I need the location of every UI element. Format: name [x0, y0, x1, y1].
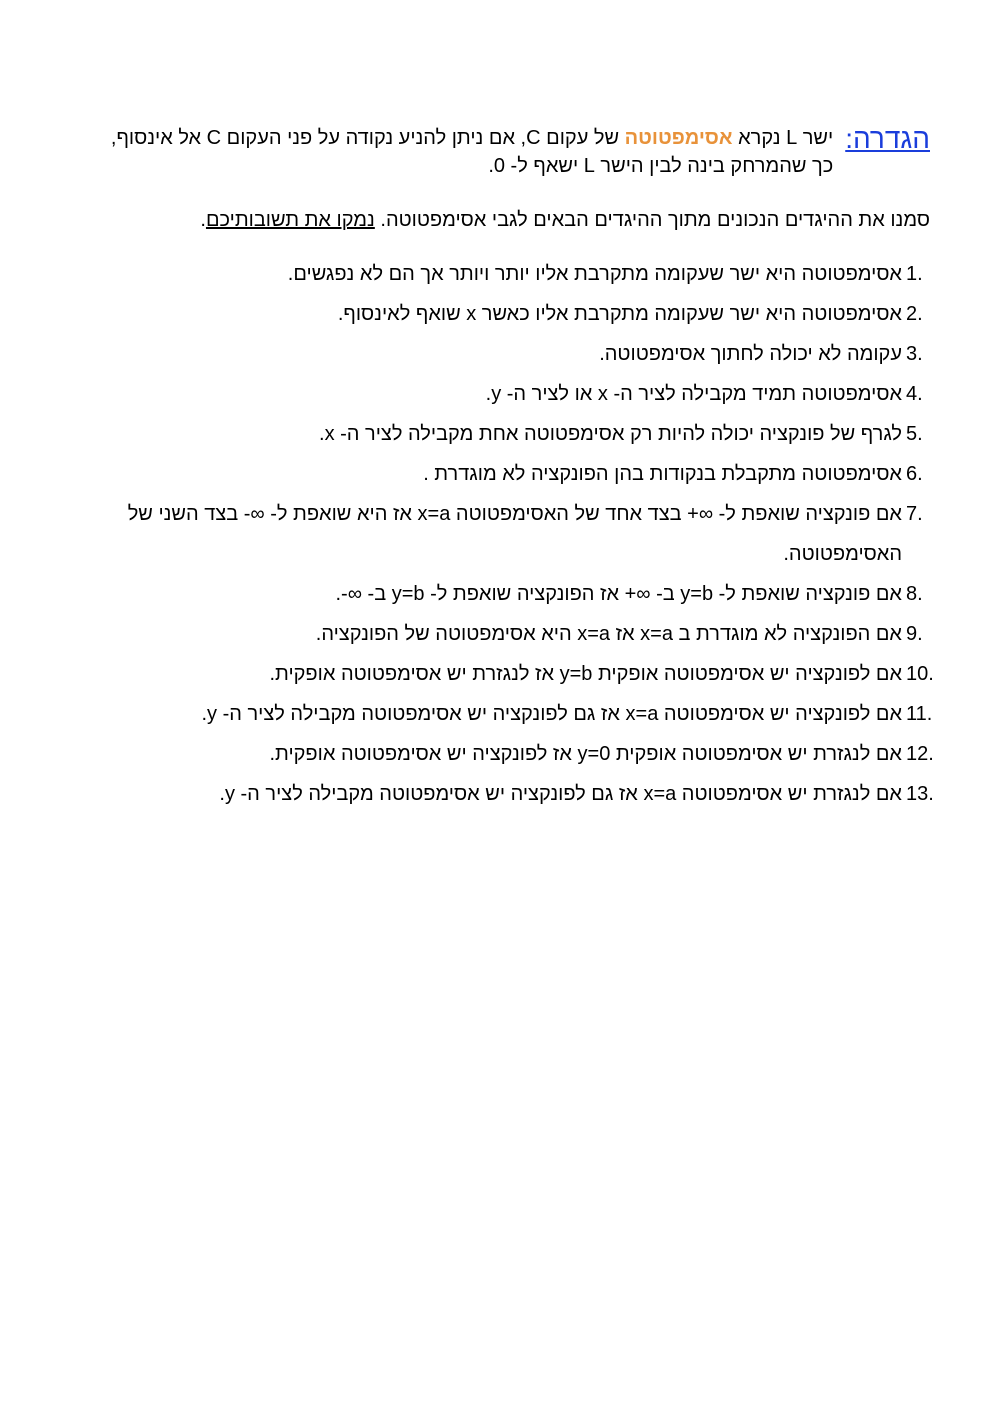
item-text: אם פונקציה שואפת ל- y=b ב- ∞+ אז הפונקציה שואפת ל- y=b ב- ∞-.	[335, 583, 902, 605]
list-item	[90, 334, 923, 374]
item-number: 1.	[906, 263, 923, 285]
list-item	[90, 614, 923, 654]
instruction-text	[88, 206, 930, 234]
item-text: עקומה לא יכולה לחתוך אסימפטוטה.	[599, 343, 902, 365]
definition-highlight: אסימפטוטה	[624, 127, 733, 149]
statement-list	[90, 254, 934, 814]
instruction-underlined: נמקו את תשובותיכם	[205, 209, 375, 231]
item-text: אסימפטוטה היא ישר שעקומה מתקרבת אליו כאשר x שואף לאינסוף.	[337, 303, 902, 325]
item-number: 13.	[906, 783, 934, 805]
list-item	[90, 454, 923, 494]
item-number: 6.	[906, 463, 923, 485]
item-text: אם לנגזרת יש אסימפטוטה אופקית y=0 אז לפונקציה יש אסימפטוטה אופקית.	[269, 743, 902, 765]
list-item	[90, 734, 934, 774]
item-text: אם פונקציה שואפת ל- ∞+ בצד אחד של האסימפטוטה x=a אז היא שואפת ל- ∞- בצד השני של האסימפטוטה.	[127, 503, 902, 565]
item-text: אסימפטוטה תמיד מקבילה לציר ה- x או לציר ה- y.	[485, 383, 902, 405]
definition-text-before: ישר L נקרא	[732, 127, 834, 149]
item-text: אסימפטוטה מתקבלת בנקודות בהן הפונקציה לא מוגדרת .	[423, 463, 902, 485]
item-number: 7.	[906, 503, 923, 525]
list-item	[90, 414, 923, 454]
definition-text-after: של עקום C, אם ניתן להניע נקודה על פני העקום C אל אינסוף, כך שהמרחק בינה לבין הישר L ישאף ל- 0.	[110, 127, 834, 177]
item-text: לגרף של פונקציה יכולה להיות רק אסימפטוטה אחת מקבילה לציר ה- x.	[319, 423, 902, 445]
item-number: 8.	[906, 583, 923, 605]
item-number: 4.	[906, 383, 923, 405]
list-item	[90, 494, 923, 574]
list-item	[90, 774, 934, 814]
item-number: 9.	[906, 623, 923, 645]
item-text: אם לנגזרת יש אסימפטוטה x=a אז גם לפונקציה יש אסימפטוטה מקבילה לציר ה- y.	[219, 783, 902, 805]
list-item	[90, 254, 923, 294]
item-text: אם לפונקציה יש אסימפטוטה x=a אז גם לפונקציה יש אסימפטוטה מקבילה לציר ה- y.	[201, 703, 902, 725]
list-item	[90, 374, 923, 414]
list-item	[90, 294, 923, 334]
definition-label[interactable]: הגדרה:	[845, 123, 930, 154]
list-item	[90, 654, 934, 694]
instruction-main: סמנו את ההיגדים הנכונים מתוך ההיגדים הבאים לגבי אסימפטוטה.	[374, 209, 930, 231]
definition-block	[88, 124, 930, 180]
item-text: אסימפטוטה היא ישר שעקומה מתקרבת אליו יותר ויותר אך הם לא נפגשים.	[287, 263, 902, 285]
item-text: אם לפונקציה יש אסימפטוטה אופקית y=b אז לנגזרת יש אסימפטוטה אופקית.	[269, 663, 902, 685]
list-item	[90, 694, 933, 734]
instruction-end: .	[200, 209, 206, 231]
item-number: 11.	[906, 703, 933, 725]
item-number: 5.	[906, 423, 923, 445]
item-number: 12.	[906, 743, 934, 765]
item-text: אם הפונקציה לא מוגדרת ב x=a אז x=a היא אסימפטוטה של הפונקציה.	[315, 623, 902, 645]
item-number: 2.	[906, 303, 923, 325]
item-number: 3.	[906, 343, 923, 365]
list-item	[90, 574, 923, 614]
definition-text	[88, 124, 930, 180]
item-number: 10.	[906, 663, 934, 685]
